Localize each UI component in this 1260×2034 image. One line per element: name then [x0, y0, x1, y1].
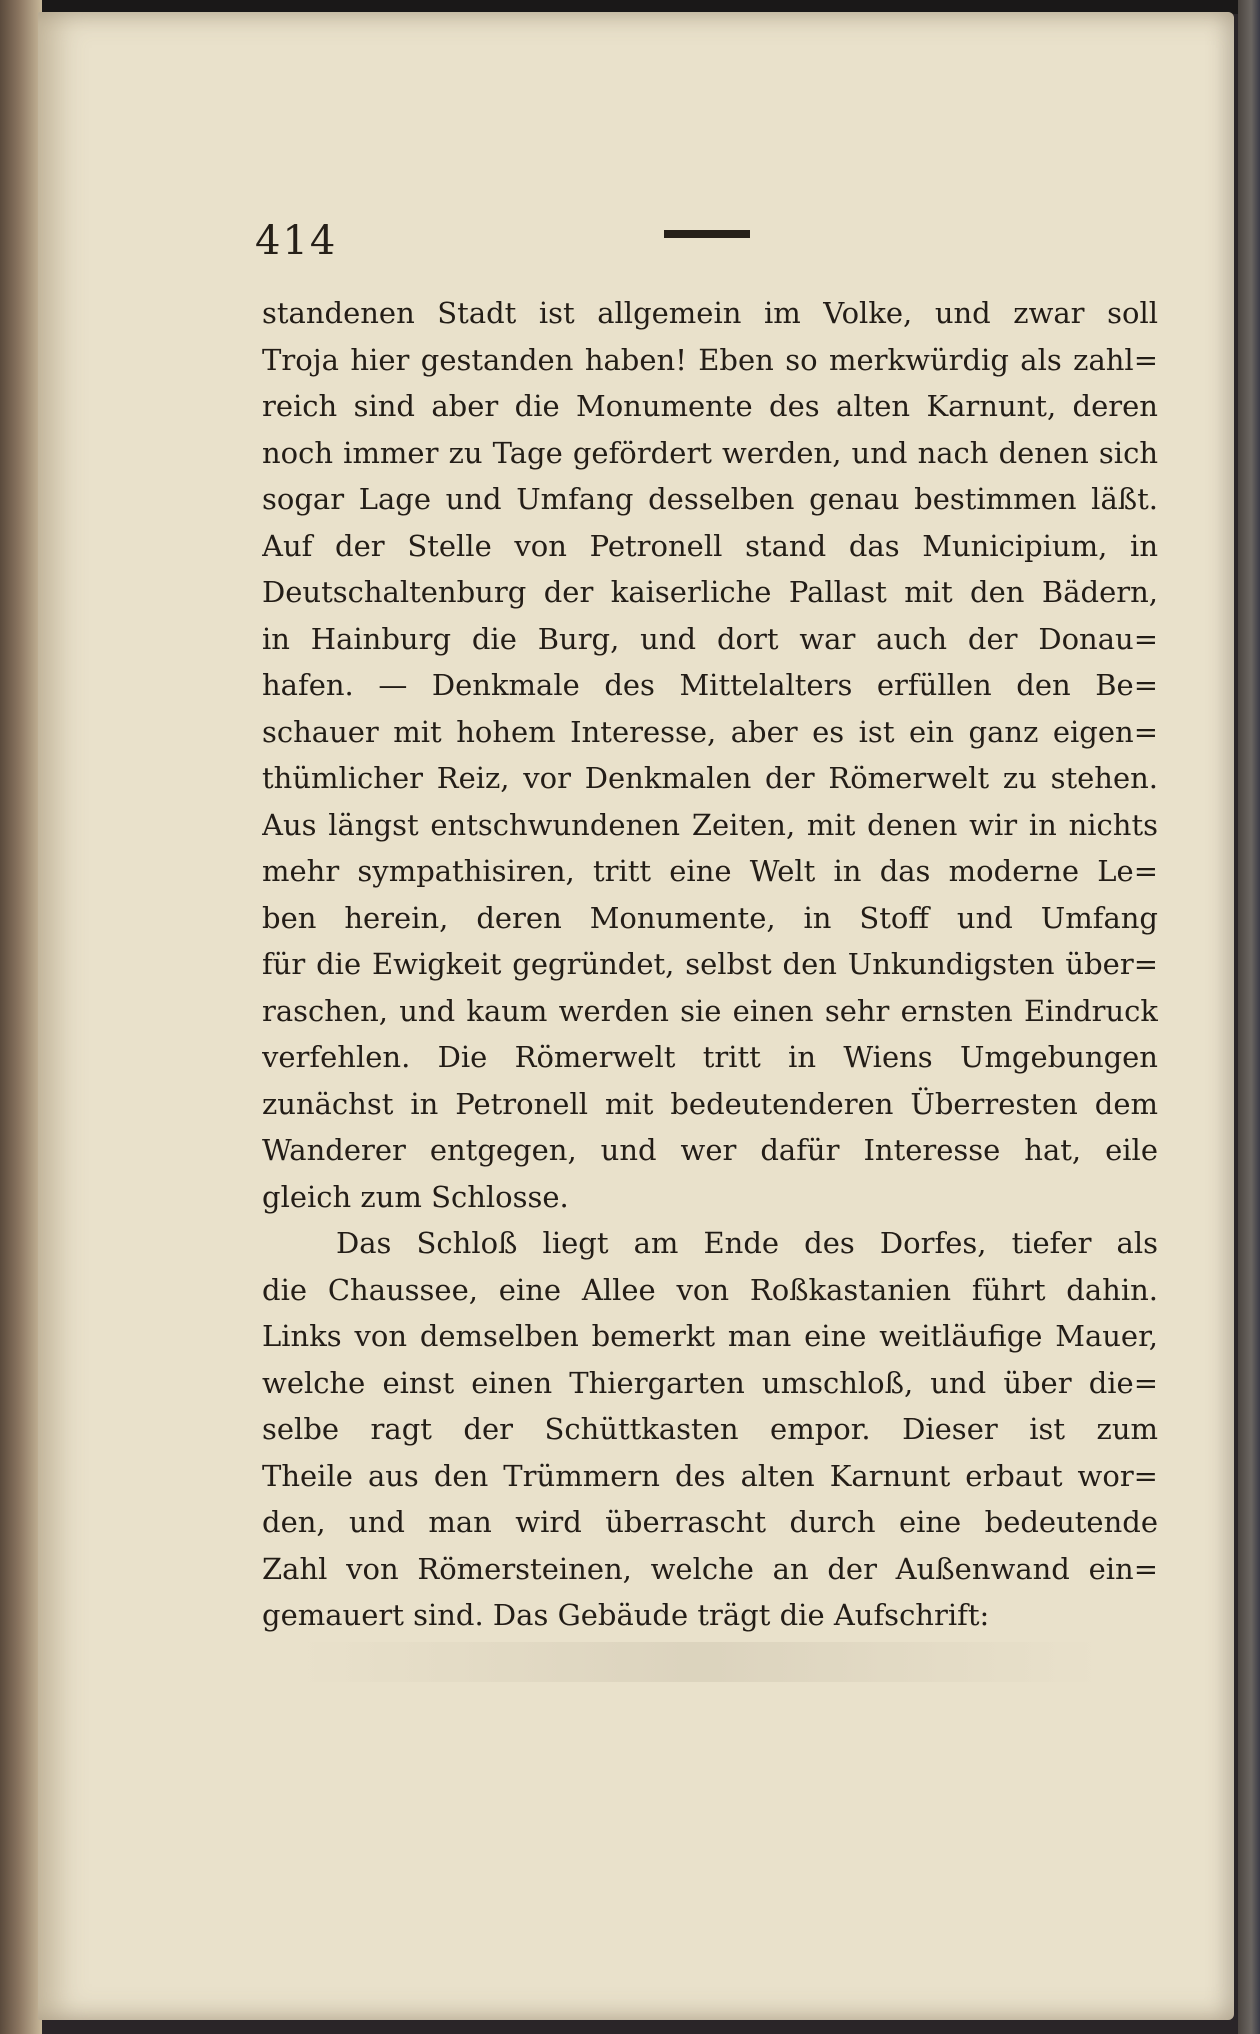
text-line: mehr sympathisiren, tritt eine Welt in das moderne Le= [262, 854, 1158, 888]
text-line: in Hainburg die Burg, und dort war auch der Donau= [262, 621, 1158, 656]
text-line: die Chaussee, eine Allee von Roßkastanien führt dahin. [262, 1272, 1158, 1307]
text-line: Troja hier gestanden haben! Eben so merkwürdig als zahl= [262, 342, 1158, 377]
text-line: Zahl von Römersteinen, welche an der Außenwand ein= [262, 1551, 1158, 1586]
body-text [262, 290, 1158, 1639]
book-spine-edge [0, 0, 42, 2034]
text-line: Links von demselben bemerkt man eine weitläufige Mauer, [262, 1319, 1158, 1353]
header-rule [664, 230, 750, 238]
text-line: reich sind aber die Monumente des alten Karnunt, deren [262, 389, 1158, 423]
text-line: sogar Lage und Umfang desselben genau bestimmen läßt. [262, 482, 1158, 516]
text-line: noch immer zu Tage gefördert werden, und nach denen sich [262, 435, 1158, 470]
text-line: selbe ragt der Schüttkasten empor. Dieser ist zum [262, 1412, 1158, 1446]
text-line: Aus längst entschwundenen Zeiten, mit denen wir in nichts [262, 807, 1158, 842]
text-line: den, und man wird überrascht durch eine bedeutende [262, 1505, 1158, 1539]
text-line: raschen, und kaum werden sie einen sehr ernsten Eindruck [262, 993, 1158, 1028]
text-line: Deutschaltenburg der kaiserliche Pallast mit den Bädern, [262, 575, 1158, 609]
ink-bleed-through [300, 1642, 1100, 1682]
text-line: Das Schloß liegt am Ende des Dorfes, tiefer als [336, 1226, 1158, 1260]
page-number: 414 [255, 218, 338, 264]
text-line: für die Ewigkeit gegründet, selbst den Unkundigsten über= [262, 947, 1158, 981]
text-line: thümlicher Reiz, vor Denkmalen der Römerwelt zu stehen. [262, 761, 1158, 795]
text-line: gleich zum Schlosse. [262, 1179, 569, 1214]
text-line: Wanderer entgegen, und wer dafür Interesse hat, eile [262, 1133, 1158, 1167]
text-line: zunächst in Petronell mit bedeutenderen Überresten dem [262, 1086, 1158, 1121]
text-line: schauer mit hohem Interesse, aber es ist ein ganz eigen= [262, 714, 1158, 749]
text-line: welche einst einen Thiergarten umschloß, und über die= [262, 1365, 1158, 1400]
text-line: standenen Stadt ist allgemein im Volke, und zwar soll [262, 296, 1158, 330]
text-line: ben herein, deren Monumente, in Stoff und Umfang [262, 900, 1158, 935]
text-line: hafen. — Denkmale des Mittelalters erfüllen den Be= [262, 668, 1158, 702]
text-line: Theile aus den Trümmern des alten Karnunt erbaut wor= [262, 1458, 1158, 1493]
text-line: verfehlen. Die Römerwelt tritt in Wiens Umgebungen [262, 1040, 1158, 1074]
text-line: gemauert sind. Das Gebäude trägt die Aufschrift: [262, 1598, 990, 1632]
text-line: Auf der Stelle von Petronell stand das Municipium, in [262, 528, 1158, 563]
book-cover-edge [1238, 0, 1260, 2034]
